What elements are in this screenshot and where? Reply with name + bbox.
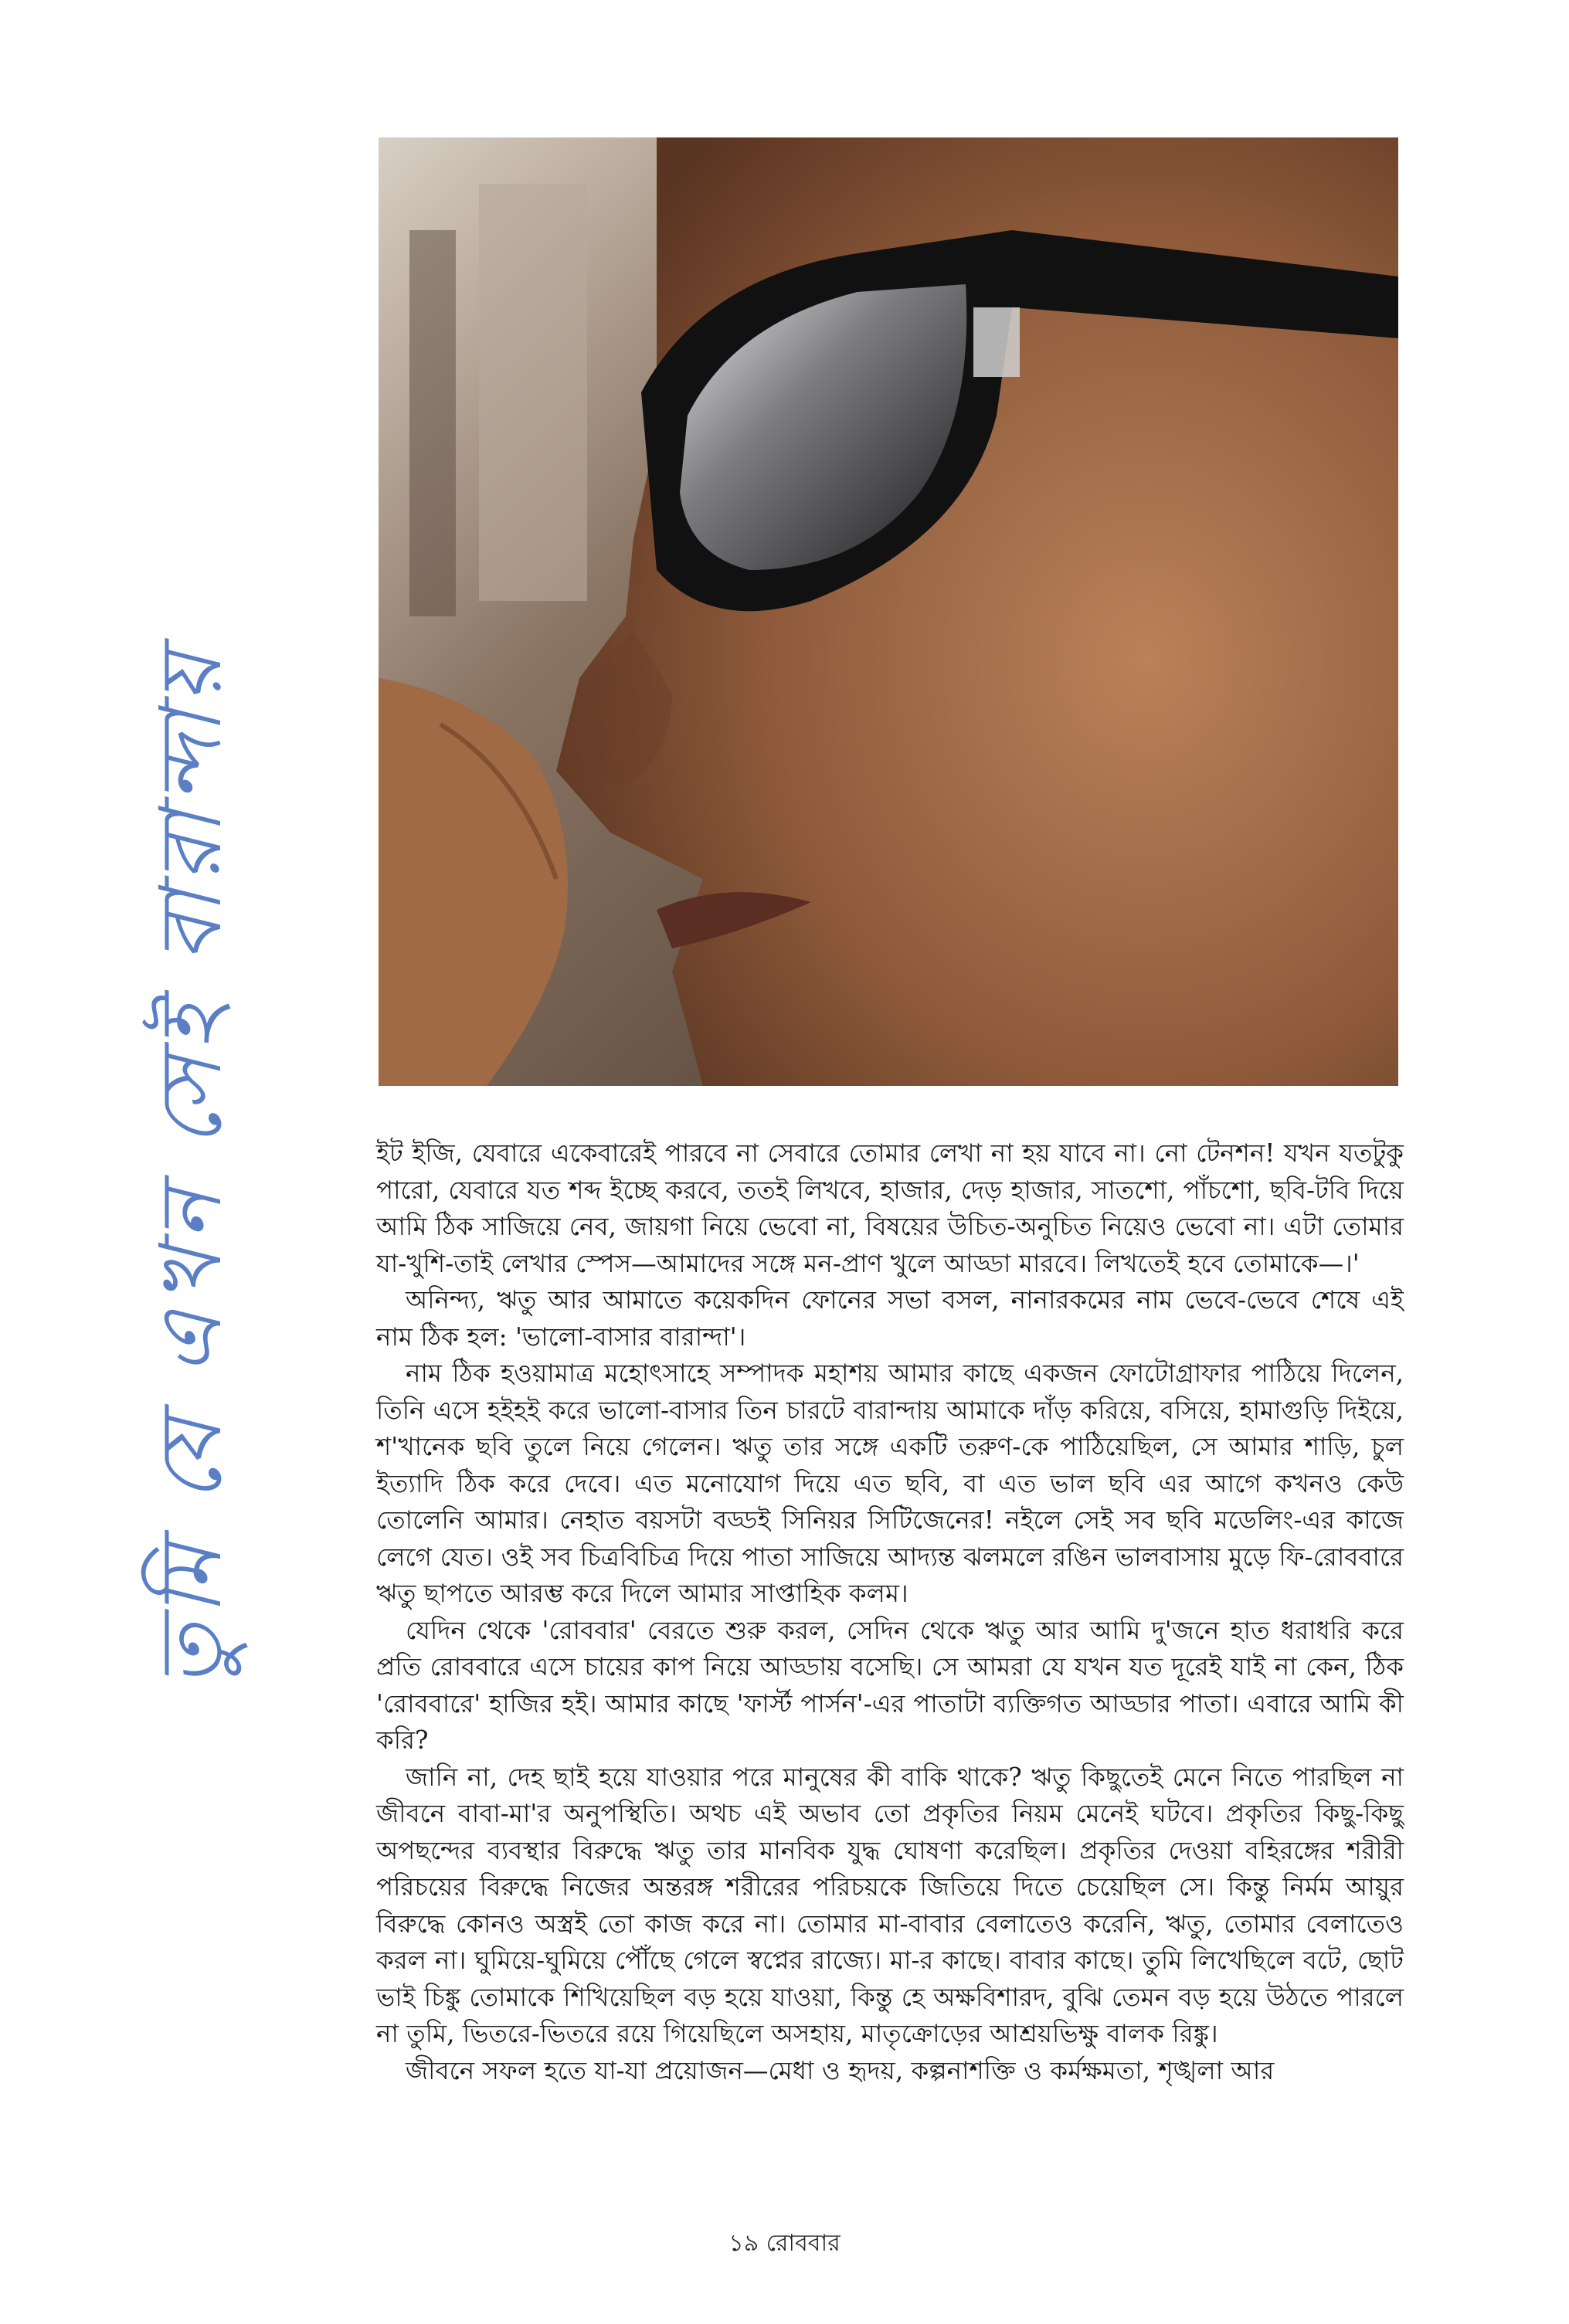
article-body [376,1135,1404,2089]
article-paragraph: অনিন্দ্য, ঋতু আর আমাতে কয়েকদিন ফোনের সভা বসল, নানারকমের নাম ভেবে-ভেবে শেষে এই নাম ঠিক হল: 'ভালো-বাসার বারান্দা'। [376,1285,1404,1352]
article-paragraph: যেদিন থেকে 'রোববার' বেরতে শুরু করল, সেদিন থেকে ঋতু আর আমি দু'জনে হাত ধরাধরি করে প্রতি রোববারে এসে চায়ের কাপ নিয়ে আড্ডায় বসেছি। সে আমরা যে যখন যত দূরেই যাই না কেন, ঠিক 'রোববারে' হাজির হই। আমার কাছে 'ফার্স্ট পার্সন'-এর পাতাটা ব্যক্তিগত আড্ডার পাতা। এবারে আমি কী করি? [376,1615,1404,1755]
portrait-photo [379,137,1398,1086]
article-paragraph: ইট ইজি, যেবারে একেবারেই পারবে না সেবারে তোমার লেখা না হয় যাবে না। নো টেনশন! যখন যতটুকু পারো, যেবারে যত শব্দ ইচ্ছে করবে, ততই লিখবে, হাজার, দেড় হাজার, সাতশো, পাঁচশো, ছবি-টবি দিয়ে আমি ঠিক সাজিয়ে নেব, জায়গা নিয়ে ভেবো না, বিষয়ের উচিত-অনুচিত নিয়েও ভেবো না। এটা তোমার যা-খুশি-তাই লেখার স্পেস—আমাদের সঙ্গে মন-প্রাণ খুলে আড্ডা মারবে। লিখতেই হবে তোমাকে—।' [376,1138,1404,1278]
portrait-photo-sunglasses-icon [379,137,1398,1086]
article-paragraph: জীবনে সফল হতে যা-যা প্রয়োজন—মেধা ও হৃদয়, কল্পনাশক্তি ও কর্মক্ষমতা, শৃঙ্খলা আর [406,2055,1275,2085]
article-paragraph: নাম ঠিক হওয়ামাত্র মহোৎসাহে সম্পাদক মহাশয় আমার কাছে একজন ফোটোগ্রাফার পাঠিয়ে দিলেন, তিনি এসে হইহই করে ভালো-বাসার তিন চারটে বারান্দায় আমাকে দাঁড় করিয়ে, বসিয়ে, হামাগুড়ি দিইয়ে, শ'খানেক ছবি তুলে নিয়ে গেলেন। ঋতু তার সঙ্গে একটি তরুণ-কে পাঠিয়েছিল, সে আমার শাড়ি, চুল ইত্যাদি ঠিক করে দেবে। এত মনোযোগ দিয়ে এত ছবি, বা এত ভাল ছবি এর আগে কখনও কেউ তোলেনি আমার। নেহাত বয়সটা বড্ডই সিনিয়র সিটিজেনের! নইলে সেই সব ছবি মডেলিং-এর কাজে লেগে যেত। ওই সব চিত্রবিচিত্র দিয়ে পাতা সাজিয়ে আদ্যন্ত ঝলমলে রঙিন ভালবাসায় মুড়ে ফি-রোববারে ঋতু ছাপতে আরম্ভ করে দিলে আমার সাপ্তাহিক কলম। [376,1359,1404,1608]
side-title-text: তুমি যে এখন সেই বারান্দায় [141,645,240,1688]
handwritten-side-title [139,139,255,2193]
article-paragraph: জানি না, দেহ ছাই হয়ে যাওয়ার পরে মানুষের কী বাকি থাকে? ঋতু কিছুতেই মেনে নিতে পারছিল না জীবনে বাবা-মা'র অনুপস্থিতি। অথচ এই অভাব তো প্রকৃতির নিয়ম মেনেই ঘটবে। প্রকৃতির কিছু-কিছু অপছন্দের ব্যবস্থার বিরুদ্ধে ঋতু তার মানবিক যুদ্ধ ঘোষণা করেছিল। প্রকৃতির দেওয়া বহিরঙ্গের শরীরী পরিচয়ের বিরুদ্ধে নিজের অন্তরঙ্গ শরীরের পরিচয়কে জিতিয়ে দিতে চেয়েছিল সে। কিন্তু নির্মম আয়ুর বিরুদ্ধে কোনও অস্ত্রই তো কাজ করে না। তোমার মা-বাবার বেলাতেও করেনি, ঋতু, তোমার বেলাতেও করল না। ঘুমিয়ে-ঘুমিয়ে পৌঁছে গেলে স্বপ্নের রাজ্যে। মা-র কাছে। বাবার কাছে। তুমি লিখেছিলে বটে, ছোট ভাই চিঙ্কু তোমাকে শিখিয়েছিল বড় হয়ে যাওয়া, কিন্তু হে অক্ষবিশারদ, বুঝি তেমন বড় হয়ে উঠতে পারলে না তুমি, ভিতরে-ভিতরে রয়ে গিয়েছিলে অসহায়, মাতৃক্রোড়ের আশ্রয়ভিক্ষু বালক রিঙ্কু। [376,1762,1404,2048]
page-folio: ১৯ রোববার [728,2230,841,2257]
